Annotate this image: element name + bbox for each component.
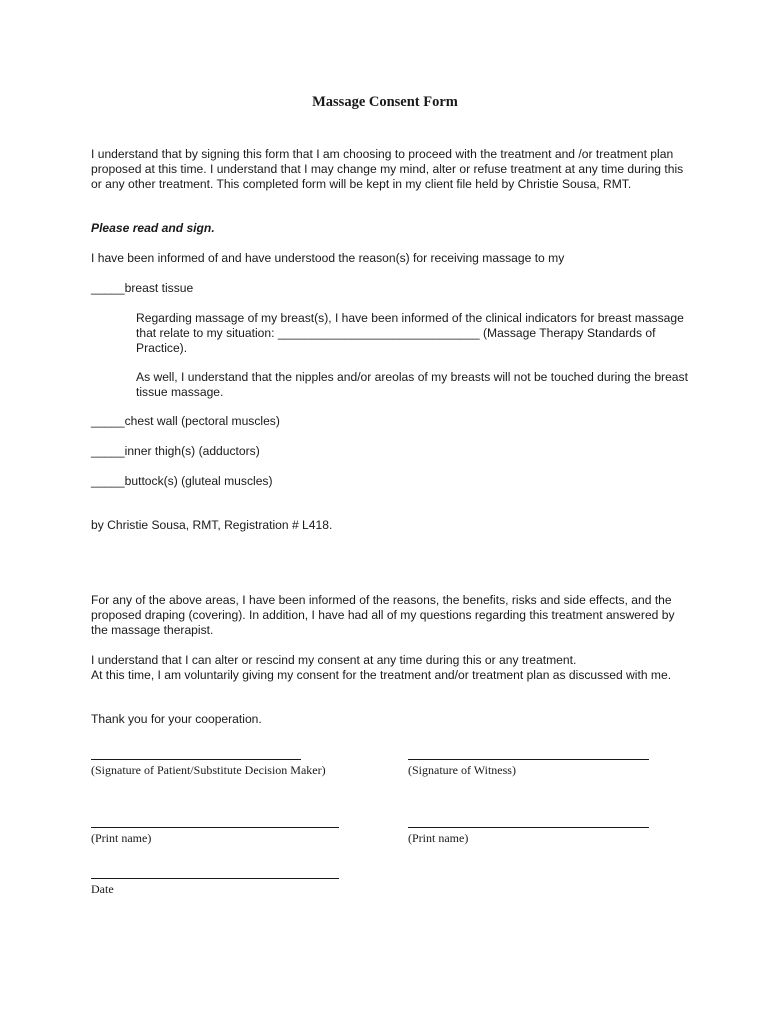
breast-nipples-paragraph: As well, I understand that the nipples and/or areolas of my breasts will not be touched during the breast tissue massage. [136,370,688,399]
date-label: Date [91,882,114,896]
breast-tissue-item: _____breast tissue [91,281,194,295]
thank-you-line: Thank you for your cooperation. [91,712,262,726]
buttock-item: _____buttock(s) (gluteal muscles) [91,474,273,488]
breast-indicators-paragraph: Regarding massage of my breast(s), I have been informed of the clinical indicators for breast massage that relate to my situation: ______________________________ (Massage Therapy Standards of Practice). [136,311,684,355]
patient-print-name-label: (Print name) [91,831,152,845]
date-line[interactable] [91,878,339,879]
patient-print-name-line[interactable] [91,827,339,828]
witness-print-name-line[interactable] [408,827,649,828]
intro-paragraph: I understand that by signing this form that I am choosing to proceed with the treatment and /or treatment plan proposed at this time. I understand that I may change my mind, alter or refuse treatment at any time during this or any other treatment. This completed form will be kept in my client file held by Christie Sousa, RMT. [91,147,684,191]
chest-wall-item: _____chest wall (pectoral muscles) [91,414,280,428]
therapist-registration-line: by Christie Sousa, RMT, Registration # L418. [91,518,333,532]
voluntary-consent-paragraph: At this time, I am voluntarily giving my consent for the treatment and/or treatment plan as discussed with me. [91,668,672,682]
informed-statement: I have been informed of and have understood the reason(s) for receiving massage to my [91,251,565,265]
patient-signature-label: (Signature of Patient/Substitute Decision Maker) [91,763,326,777]
inner-thigh-item: _____inner thigh(s) (adductors) [91,444,260,458]
please-read-instruction: Please read and sign. [91,221,215,235]
witness-print-name-label: (Print name) [408,831,469,845]
areas-paragraph: For any of the above areas, I have been informed of the reasons, the benefits, risks and side effects, and the proposed draping (covering). In addition, I have had all of my questions regarding this treatment answered by the massage therapist. [91,593,675,637]
form-title: Massage Consent Form [312,94,458,110]
patient-signature-line[interactable] [91,759,301,760]
witness-signature-line[interactable] [408,759,649,760]
alter-consent-line: I understand that I can alter or rescind my consent at any time during this or any treatment. [91,653,577,667]
witness-signature-label: (Signature of Witness) [408,763,516,777]
